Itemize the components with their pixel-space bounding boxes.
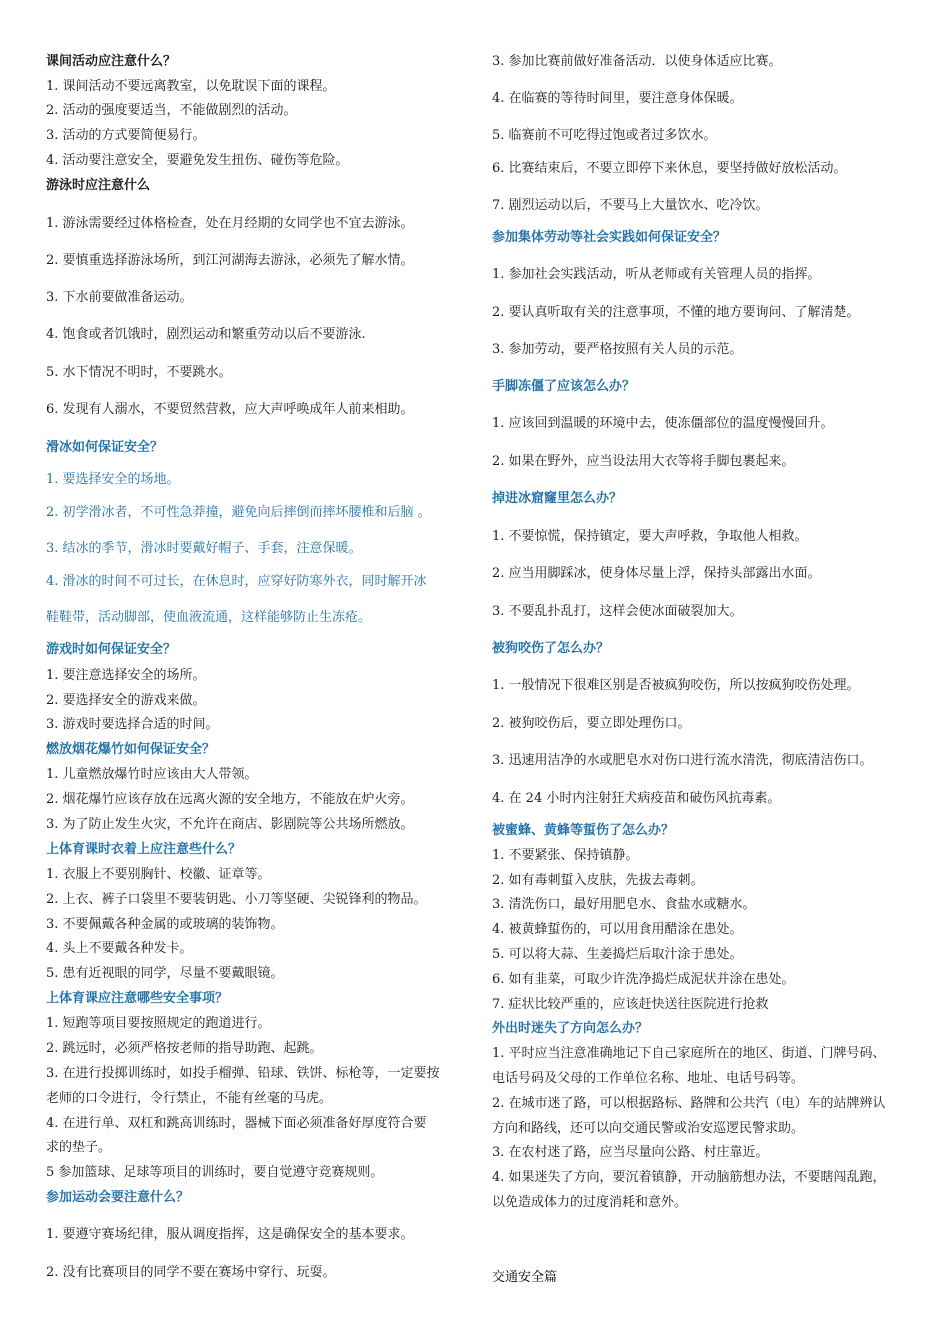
list-item: 3. 迅速用洁净的水或肥皂水对伤口进行流水清洗，彻底清洁伤口。 (492, 753, 873, 768)
section-heading: 被狗咬伤了怎么办？ (492, 641, 610, 656)
list-item: 1. 衣服上不要别胸针、校徽、证章等。 (46, 867, 271, 882)
section-heading: 游泳时应注意什么 (46, 178, 151, 193)
list-item: 1. 游泳需要经过体格检查，处在月经期的女同学也不宜去游泳。 (46, 216, 414, 231)
list-item: 4. 在进行单、双杠和跳高训练时，器械下面必须准备好厚度符合要 (46, 1116, 427, 1131)
list-item: 2. 如有毒刺蜇入皮肤，先拔去毒刺。 (492, 873, 704, 888)
section-title: 交通安全篇 (492, 1270, 558, 1285)
section-heading: 滑冰如何保证安全？ (46, 440, 164, 455)
list-item: 6. 发现有人溺水，不要贸然营救，应大声呼唤成年人前来相助。 (46, 402, 414, 417)
section-heading: 上体育课时衣着上应注意些什么？ (46, 842, 242, 857)
list-item: 3. 参加比赛前做好准备活动．以使身体适应比赛。 (492, 54, 782, 69)
list-item: 1. 儿童燃放爆竹时应该由大人带领。 (46, 767, 258, 782)
list-item: 1. 参加社会实践活动，听从老师或有关管理人员的指挥。 (492, 267, 821, 282)
list-item: 6. 比赛结束后，不要立即停下来休息，要坚持做好放松活动。 (492, 161, 847, 176)
list-item: 1. 应该回到温暖的环境中去，使冻僵部位的温度慢慢回升。 (492, 416, 834, 431)
list-item: 5 参加篮球、足球等项目的训练时，要自觉遵守竞赛规则。 (46, 1165, 384, 1180)
list-item: 3. 为了防止发生火灾，不允许在商店、影剧院等公共场所燃放。 (46, 817, 414, 832)
list-item: 7. 症状比较严重的，应该赶快送往医院进行抢救 (492, 997, 769, 1012)
list-item: 1. 不要紧张、保持镇静。 (492, 848, 639, 863)
list-item: 2. 初学滑冰者，不可性急莽撞，避免向后摔倒而摔坏腰椎和后脑 。 (46, 505, 431, 520)
list-item: 1. 要注意选择安全的场所。 (46, 668, 206, 683)
list-item: 5. 水下情况不明时，不要跳水。 (46, 365, 232, 380)
list-item: 2. 没有比赛项目的同学不要在赛场中穿行、玩耍。 (46, 1265, 336, 1280)
list-item: 3. 游戏时要选择合适的时间。 (46, 717, 219, 732)
list-item: 3. 不要乱扑乱打，这样会使冰面破裂加大。 (492, 604, 743, 619)
list-item: 2. 在城市迷了路，可以根据路标、路牌和公共汽（电）车的站牌辨认 (492, 1096, 886, 1111)
list-item: 3. 在农村迷了路，应当尽量向公路、村庄靠近。 (492, 1145, 769, 1160)
section-heading: 游戏时如何保证安全？ (46, 642, 177, 657)
list-item: 6. 如有韭菜，可取少许洗净捣烂成泥状并涂在患处。 (492, 972, 795, 987)
list-item: 3. 在进行投掷训练时，如投手榴弹、铅球、铁饼、标枪等，一定要按 (46, 1066, 440, 1081)
list-item: 3. 结冰的季节，滑冰时要戴好帽子、手套，注意保暖。 (46, 541, 362, 556)
list-item: 4. 活动要注意安全，要避免发生扭伤、碰伤等危险。 (46, 153, 349, 168)
list-item: 2. 要慎重选择游泳场所，到江河湖海去游泳，必须先了解水情。 (46, 253, 414, 268)
list-item: 4. 头上不要戴各种发卡。 (46, 941, 193, 956)
section-heading: 被蜜蜂、黄蜂等蜇伤了怎么办？ (492, 823, 675, 838)
list-item: 1. 一般情况下很难区别是否被疯狗咬伤，所以按疯狗咬伤处理。 (492, 678, 860, 693)
list-item: 4. 饱食或者饥饿时，剧烈运动和繁重劳动以后不要游泳. (46, 327, 366, 342)
section-heading: 外出时迷失了方向怎么办？ (492, 1021, 649, 1036)
section-heading: 掉进冰窟窿里怎么办？ (492, 491, 623, 506)
list-item: 3. 下水前要做准备运动。 (46, 290, 193, 305)
section-heading: 上体育课应注意哪些安全事项？ (46, 991, 229, 1006)
list-item: 5. 可以将大蒜、生姜捣烂后取汁涂于患处。 (492, 947, 743, 962)
list-item: 方向和路线，还可以向交通民警或治安巡逻民警求助。 (492, 1121, 805, 1136)
list-item: 4. 如果迷失了方向，要沉着镇静，开动脑筋想办法，不要瞎闯乱跑， (492, 1170, 886, 1185)
list-item: 5. 患有近视眼的同学，尽量不要戴眼镜。 (46, 966, 284, 981)
list-item: 1. 不要惊慌，保持镇定，要大声呼救，争取他人相救。 (492, 529, 808, 544)
section-heading: 课间活动应注意什么？ (46, 54, 177, 69)
list-item: 2. 如果在野外，应当设法用大衣等将手脚包裹起来。 (492, 454, 795, 469)
list-item: 1. 课间活动不要远离教室，以免耽误下面的课程。 (46, 79, 336, 94)
list-item: 以免造成体力的过度消耗和意外。 (492, 1195, 688, 1210)
list-item: 求的垫子。 (46, 1140, 112, 1155)
list-item: 2. 烟花爆竹应该存放在远离火源的安全地方，不能放在炉火旁。 (46, 792, 414, 807)
list-item: 3. 参加劳动，要严格按照有关人员的示范。 (492, 342, 743, 357)
list-item: 4. 在临赛的等待时间里，要注意身体保暖。 (492, 91, 743, 106)
list-item: 电话号码及父母的工作单位名称、地址、电话号码等。 (492, 1071, 805, 1086)
list-item: 2. 应当用脚踩冰，使身体尽量上浮，保持头部露出水面。 (492, 566, 821, 581)
list-item: 3. 活动的方式要简便易行。 (46, 128, 206, 143)
list-item: 3. 不要佩戴各种金属的或玻璃的装饰物。 (46, 917, 284, 932)
section-heading: 燃放烟花爆竹如何保证安全？ (46, 742, 216, 757)
list-item: 4. 被黄蜂蜇伤的，可以用食用醋涂在患处。 (492, 922, 743, 937)
list-item: 3. 清洗伤口，最好用肥皂水、食盐水或糖水。 (492, 897, 756, 912)
list-item: 7. 剧烈运动以后，不要马上大量饮水、吃冷饮。 (492, 198, 769, 213)
list-item: 2. 要认真听取有关的注意事项，不懂的地方要询问、了解清楚。 (492, 305, 860, 320)
list-item: 1. 平时应当注意准确地记下自己家庭所在的地区、街道、门牌号码、 (492, 1046, 886, 1061)
section-heading: 参加集体劳动等社会实践如何保证安全？ (492, 230, 727, 245)
list-item: 鞋鞋带，活动脚部，使血液流通，这样能够防止生冻疮。 (46, 610, 372, 625)
section-heading: 参加运动会要注意什么？ (46, 1190, 190, 1205)
list-item: 2. 被狗咬伤后，要立即处理伤口。 (492, 716, 691, 731)
list-item: 4. 在 24 小时内注射狂犬病疫苗和破伤风抗毒素。 (492, 791, 781, 806)
list-item: 2. 活动的强度要适当，不能做剧烈的活动。 (46, 103, 297, 118)
list-item: 2. 上衣、裤子口袋里不要装钥匙、小刀等坚硬、尖锐锋利的物品。 (46, 892, 427, 907)
list-item: 1. 要选择安全的场地。 (46, 472, 180, 487)
list-item: 1. 要遵守赛场纪律，服从调度指挥，这是确保安全的基本要求。 (46, 1227, 414, 1242)
list-item: 2. 要选择安全的游戏来做。 (46, 693, 206, 708)
list-item: 老师的口令进行，令行禁止，不能有丝毫的马虎。 (46, 1091, 333, 1106)
list-item: 5. 临赛前不可吃得过饱或者过多饮水。 (492, 128, 717, 143)
list-item: 2. 跳远时，必须严格按老师的指导助跑、起跳。 (46, 1041, 323, 1056)
section-heading: 手脚冻僵了应该怎么办？ (492, 379, 636, 394)
list-item: 1. 短跑等项目要按照规定的跑道进行。 (46, 1016, 271, 1031)
list-item: 4. 滑冰的时间不可过长，在休息时，应穿好防寒外衣，同时解开冰 (46, 574, 427, 589)
